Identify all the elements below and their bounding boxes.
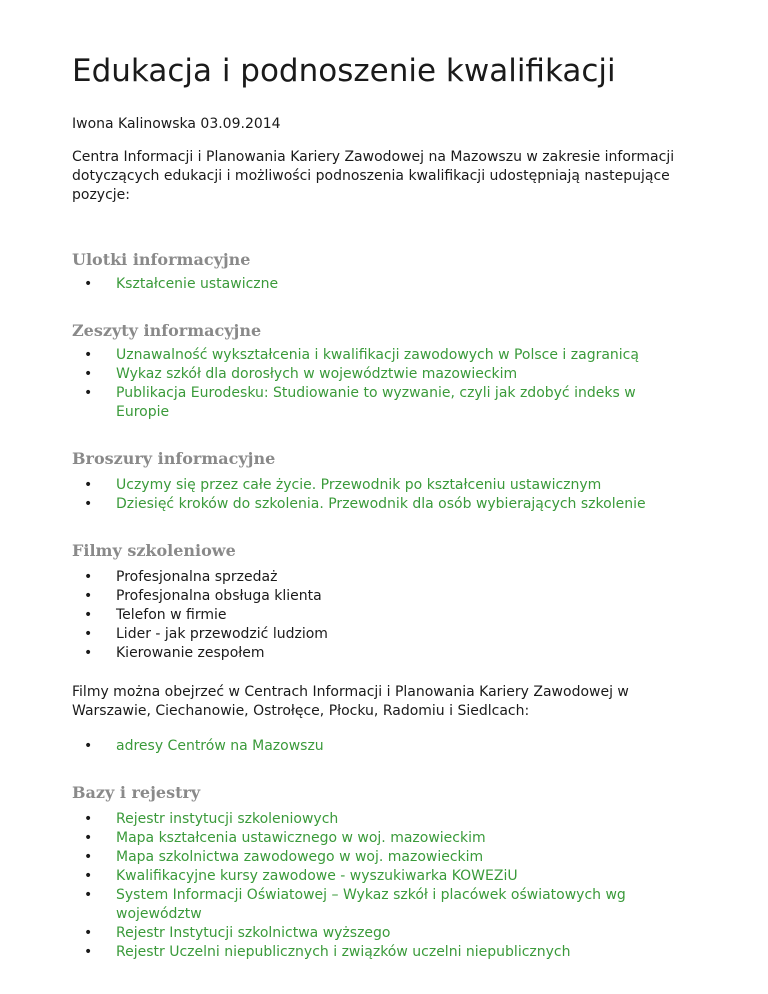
link-adresy-centrow[interactable]: adresy Centrów na Mazowszu bbox=[116, 738, 324, 754]
list-zeszyty bbox=[72, 346, 696, 422]
link-dziesiec-krokow[interactable]: Dziesięć kroków do szkolenia. Przewodnik dla osób wybierających szkolenie bbox=[116, 496, 646, 512]
link-mapa-szkolnictwa[interactable]: Mapa szkolnictwa zawodowego w woj. mazowieckim bbox=[116, 849, 484, 865]
film-title: Profesjonalna obsługa klienta bbox=[116, 588, 322, 604]
link-uczymy-sie[interactable]: Uczymy się przez całe życie. Przewodnik po kształceniu ustawicznym bbox=[116, 477, 602, 493]
section-heading-filmy: Filmy szkoleniowe bbox=[72, 541, 236, 560]
link-eurodesk[interactable]: Publikacja Eurodesku: Studiowanie to wyzwanie, czyli jak zdobyć indeks w Europie bbox=[116, 385, 636, 420]
section-heading-ulotki: Ulotki informacyjne bbox=[72, 250, 251, 269]
link-uznawalnosc[interactable]: Uznawalność wykształcenia i kwalifikacji zawodowych w Polsce i zagranicą bbox=[116, 347, 639, 363]
link-rejestr-instytucji-szkoleniowych[interactable]: Rejestr instytucji szkoleniowych bbox=[116, 811, 339, 827]
link-koweziu[interactable]: Kwalifikacyjne kursy zawodowe - wyszukiwarka KOWEZiU bbox=[116, 868, 518, 884]
list-item bbox=[72, 924, 696, 943]
list-broszury bbox=[72, 476, 696, 514]
section-heading-zeszyty: Zeszyty informacyjne bbox=[72, 321, 262, 340]
link-ksztalcenie-ustawiczne[interactable]: Kształcenie ustawiczne bbox=[116, 276, 279, 292]
list-item bbox=[72, 943, 696, 962]
list-item bbox=[72, 848, 696, 867]
link-sio[interactable]: System Informacji Oświatowej – Wykaz szkół i placówek oświatowych wg województw bbox=[116, 887, 626, 922]
film-title: Profesjonalna sprzedaż bbox=[116, 569, 278, 585]
list-item bbox=[72, 568, 696, 587]
list-bazy bbox=[72, 810, 696, 962]
film-title: Telefon w firmie bbox=[116, 607, 227, 623]
list-item bbox=[72, 829, 696, 848]
intro-paragraph: Centra Informacji i Planowania Kariery Zawodowej na Mazowszu w zakresie informacji dotyczących edukacji i możliwości podnoszenia kwalifikacji udostępniają nastepujące pozycje: bbox=[72, 149, 675, 203]
film-title: Kierowanie zespołem bbox=[116, 645, 265, 661]
list-item bbox=[72, 384, 676, 422]
list-item bbox=[72, 495, 696, 514]
link-rejestr-uczelni-niepublicznych[interactable]: Rejestr Uczelni niepublicznych i związków uczelni niepublicznych bbox=[116, 944, 571, 960]
list-item bbox=[72, 606, 696, 625]
list-item bbox=[72, 625, 696, 644]
list-item bbox=[72, 476, 696, 495]
list-item bbox=[72, 587, 696, 606]
list-item bbox=[72, 275, 696, 294]
list-filmy bbox=[72, 568, 696, 663]
section-heading-bazy: Bazy i rejestry bbox=[72, 783, 201, 802]
author-date-line: Iwona Kalinowska 03.09.2014 bbox=[72, 116, 281, 132]
list-item bbox=[72, 644, 696, 663]
list-item bbox=[72, 810, 696, 829]
page-title: Edukacja i podnoszenie kwalifikacji bbox=[72, 53, 616, 89]
list-filmy-links bbox=[72, 737, 696, 756]
film-title: Lider - jak przewodzić ludziom bbox=[116, 626, 328, 642]
list-ulotki bbox=[72, 275, 696, 294]
section-heading-broszury: Broszury informacyjne bbox=[72, 449, 276, 468]
link-wykaz-szkol-doroslych[interactable]: Wykaz szkół dla dorosłych w województwie mazowieckim bbox=[116, 366, 518, 382]
list-item bbox=[72, 867, 696, 886]
filmy-note: Filmy można obejrzeć w Centrach Informacji i Planowania Kariery Zawodowej w Warszawie, Ciechanowie, Ostrołęce, Płocku, Radomiu i Siedlcach: bbox=[72, 684, 629, 719]
list-item bbox=[72, 886, 676, 924]
list-item bbox=[72, 346, 696, 365]
list-item bbox=[72, 365, 696, 384]
list-item bbox=[72, 737, 696, 756]
link-rejestr-szkolnictwa-wyzszego[interactable]: Rejestr Instytucji szkolnictwa wyższego bbox=[116, 925, 391, 941]
link-mapa-ksztalcenia[interactable]: Mapa kształcenia ustawicznego w woj. mazowieckim bbox=[116, 830, 486, 846]
